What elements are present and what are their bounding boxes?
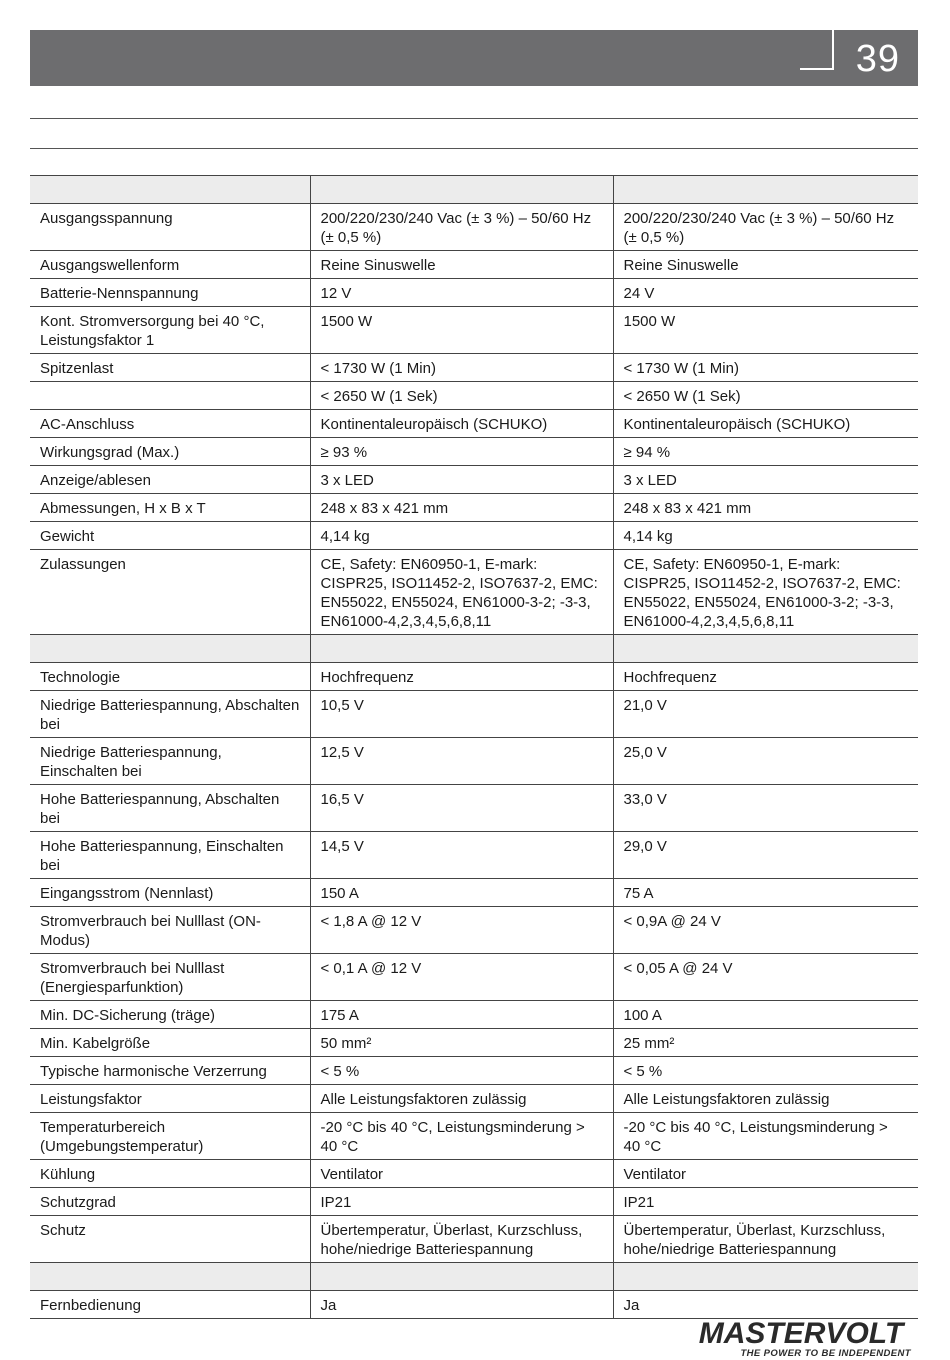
spec-label-cell: Min. Kabelgröße (30, 1029, 310, 1057)
section-header-cell (613, 635, 918, 663)
spec-label-cell: Anzeige/ablesen (30, 466, 310, 494)
spec-label-cell: Kont. Stromversorgung bei 40 °C, Leistungsfaktor 1 (30, 307, 310, 354)
table-row (30, 251, 918, 279)
spec-value-cell: Übertemperatur, Überlast, Kurzschluss, hohe/niedrige Batteriespannung (310, 1216, 613, 1263)
table-row (30, 382, 918, 410)
table-row (30, 954, 918, 1001)
table-row (30, 279, 918, 307)
table-row (30, 879, 918, 907)
spec-label-cell: Niedrige Batteriespannung, Abschalten bei (30, 691, 310, 738)
spec-value-cell: 50 mm² (310, 1029, 613, 1057)
spec-value-cell: 25,0 V (613, 738, 918, 785)
section-header-cell (30, 1263, 310, 1291)
spec-label-cell (30, 382, 310, 410)
spec-value-cell: 29,0 V (613, 832, 918, 879)
section-header-cell (30, 635, 310, 663)
table-row (30, 466, 918, 494)
spec-label-cell: Niedrige Batteriespannung, Einschalten bei (30, 738, 310, 785)
spec-value-cell: Ja (613, 1291, 918, 1319)
spec-value-cell: 175 A (310, 1001, 613, 1029)
page-header-bar (30, 30, 918, 86)
table-row (30, 1113, 918, 1160)
spec-value-cell: 100 A (613, 1001, 918, 1029)
spec-label-cell: Gewicht (30, 522, 310, 550)
spec-value-cell: Hochfrequenz (613, 663, 918, 691)
section-header-cell (30, 176, 310, 204)
spec-label-cell: Fernbedienung (30, 1291, 310, 1319)
spec-value-cell: < 1,8 A @ 12 V (310, 907, 613, 954)
divider-line (30, 148, 918, 149)
section-header-row (30, 176, 918, 204)
spec-value-cell: 75 A (613, 879, 918, 907)
spec-value-cell: 12,5 V (310, 738, 613, 785)
spec-value-cell: < 5 % (613, 1057, 918, 1085)
spec-value-cell: 25 mm² (613, 1029, 918, 1057)
spec-value-cell: Alle Leistungsfaktoren zulässig (613, 1085, 918, 1113)
spec-label-cell: AC-Anschluss (30, 410, 310, 438)
spec-value-cell: 12 V (310, 279, 613, 307)
spec-value-cell: < 2650 W (1 Sek) (310, 382, 613, 410)
spec-value-cell: Reine Sinuswelle (613, 251, 918, 279)
spec-label-cell: Wirkungsgrad (Max.) (30, 438, 310, 466)
spec-value-cell: IP21 (310, 1188, 613, 1216)
section-header-cell (310, 1263, 613, 1291)
spec-value-cell: IP21 (613, 1188, 918, 1216)
spec-value-cell: < 1730 W (1 Min) (613, 354, 918, 382)
table-row (30, 1057, 918, 1085)
spec-value-cell: Hochfrequenz (310, 663, 613, 691)
spec-value-cell: CE, Safety: EN60950-1, E-mark: CISPR25, ISO11452-2, ISO7637-2, EMC: EN55022, EN55024, EN61000-3-2; -3-3, EN61000-4,2,3,4,5,6,8,11 (310, 550, 613, 635)
spec-value-cell: Ventilator (310, 1160, 613, 1188)
table-row (30, 785, 918, 832)
spec-label-cell: Spitzenlast (30, 354, 310, 382)
table-row (30, 832, 918, 879)
specifications-table (30, 175, 918, 1319)
section-header-cell (310, 635, 613, 663)
spec-value-cell: 248 x 83 x 421 mm (613, 494, 918, 522)
spec-label-cell: Eingangsstrom (Nennlast) (30, 879, 310, 907)
table-row (30, 1001, 918, 1029)
spec-value-cell: Ja (310, 1291, 613, 1319)
divider-line (30, 118, 918, 119)
table-row (30, 410, 918, 438)
spec-label-cell: Batterie-Nennspannung (30, 279, 310, 307)
spec-label-cell: Technologie (30, 663, 310, 691)
spec-value-cell: Reine Sinuswelle (310, 251, 613, 279)
spec-label-cell: Typische harmonische Verzerrung (30, 1057, 310, 1085)
section-header-cell (310, 176, 613, 204)
spec-label-cell: Ausgangswellenform (30, 251, 310, 279)
spec-value-cell: Kontinentaleuropäisch (SCHUKO) (310, 410, 613, 438)
table-row (30, 1160, 918, 1188)
spec-label-cell: Ausgangsspannung (30, 204, 310, 251)
spec-value-cell: 33,0 V (613, 785, 918, 832)
spec-value-cell: < 5 % (310, 1057, 613, 1085)
spec-label-cell: Kühlung (30, 1160, 310, 1188)
table-row (30, 1029, 918, 1057)
table-row (30, 1291, 918, 1319)
spec-label-cell: Hohe Batteriespannung, Abschalten bei (30, 785, 310, 832)
spec-value-cell: 248 x 83 x 421 mm (310, 494, 613, 522)
table-row (30, 550, 918, 635)
spec-value-cell: < 0,05 A @ 24 V (613, 954, 918, 1001)
table-row (30, 204, 918, 251)
spec-value-cell: CE, Safety: EN60950-1, E-mark: CISPR25, ISO11452-2, ISO7637-2, EMC: EN55022, EN55024, EN61000-3-2; -3-3, EN61000-4,2,3,4,5,6,8,11 (613, 550, 918, 635)
spec-value-cell: 1500 W (613, 307, 918, 354)
spec-label-cell: Hohe Batteriespannung, Einschalten bei (30, 832, 310, 879)
logo-brand: MASTERVOLT (698, 1317, 904, 1350)
spec-value-cell: 200/220/230/240 Vac (± 3 %) – 50/60 Hz (± 0,5 %) (310, 204, 613, 251)
spec-label-cell: Stromverbrauch bei Nulllast (Energiesparfunktion) (30, 954, 310, 1001)
spec-value-cell: Alle Leistungsfaktoren zulässig (310, 1085, 613, 1113)
section-header-cell (613, 1263, 918, 1291)
spec-value-cell: -20 °C bis 40 °C, Leistungsminderung > 40 °C (613, 1113, 918, 1160)
spec-label-cell: Abmessungen, H x B x T (30, 494, 310, 522)
spec-value-cell: < 1730 W (1 Min) (310, 354, 613, 382)
spec-value-cell: 200/220/230/240 Vac (± 3 %) – 50/60 Hz (± 0,5 %) (613, 204, 918, 251)
table-row (30, 691, 918, 738)
spec-label-cell: Schutz (30, 1216, 310, 1263)
table-row (30, 494, 918, 522)
spec-value-cell: < 0,9A @ 24 V (613, 907, 918, 954)
spec-value-cell: 16,5 V (310, 785, 613, 832)
spec-label-cell: Zulassungen (30, 550, 310, 635)
section-header-cell (613, 176, 918, 204)
spec-value-cell: Kontinentaleuropäisch (SCHUKO) (613, 410, 918, 438)
spec-value-cell: < 0,1 A @ 12 V (310, 954, 613, 1001)
table-row (30, 1188, 918, 1216)
logo-tagline: THE POWER TO BE INDEPENDENT (740, 1348, 911, 1358)
table-row (30, 907, 918, 954)
mastervolt-logo (686, 1316, 916, 1358)
spec-value-cell: Ventilator (613, 1160, 918, 1188)
spec-label-cell: Min. DC-Sicherung (träge) (30, 1001, 310, 1029)
spec-label-cell: Leistungsfaktor (30, 1085, 310, 1113)
spec-value-cell: < 2650 W (1 Sek) (613, 382, 918, 410)
table-row (30, 663, 918, 691)
table-row (30, 1085, 918, 1113)
spec-label-cell: Stromverbrauch bei Nulllast (ON-Modus) (30, 907, 310, 954)
spec-value-cell: 4,14 kg (613, 522, 918, 550)
spec-value-cell: 4,14 kg (310, 522, 613, 550)
specifications-body (30, 176, 918, 1319)
section-header-row (30, 1263, 918, 1291)
spec-value-cell: 150 A (310, 879, 613, 907)
table-row (30, 354, 918, 382)
spec-value-cell: 24 V (613, 279, 918, 307)
table-row (30, 307, 918, 354)
table-row (30, 522, 918, 550)
spec-value-cell: 10,5 V (310, 691, 613, 738)
spec-value-cell: 21,0 V (613, 691, 918, 738)
spec-value-cell: ≥ 94 % (613, 438, 918, 466)
spec-value-cell: Übertemperatur, Überlast, Kurzschluss, hohe/niedrige Batteriespannung (613, 1216, 918, 1263)
spec-value-cell: 1500 W (310, 307, 613, 354)
spec-value-cell: ≥ 93 % (310, 438, 613, 466)
section-header-row (30, 635, 918, 663)
table-row (30, 438, 918, 466)
spec-value-cell: -20 °C bis 40 °C, Leistungsminderung > 40 °C (310, 1113, 613, 1160)
spec-label-cell: Schutzgrad (30, 1188, 310, 1216)
table-row (30, 738, 918, 785)
spec-value-cell: 3 x LED (613, 466, 918, 494)
page-number-tick (800, 68, 834, 70)
page-number: 39 (855, 38, 900, 80)
spec-value-cell: 3 x LED (310, 466, 613, 494)
spec-value-cell: 14,5 V (310, 832, 613, 879)
spec-label-cell: Temperaturbereich (Umgebungstemperatur) (30, 1113, 310, 1160)
table-row (30, 1216, 918, 1263)
page-number-separator (832, 30, 834, 70)
